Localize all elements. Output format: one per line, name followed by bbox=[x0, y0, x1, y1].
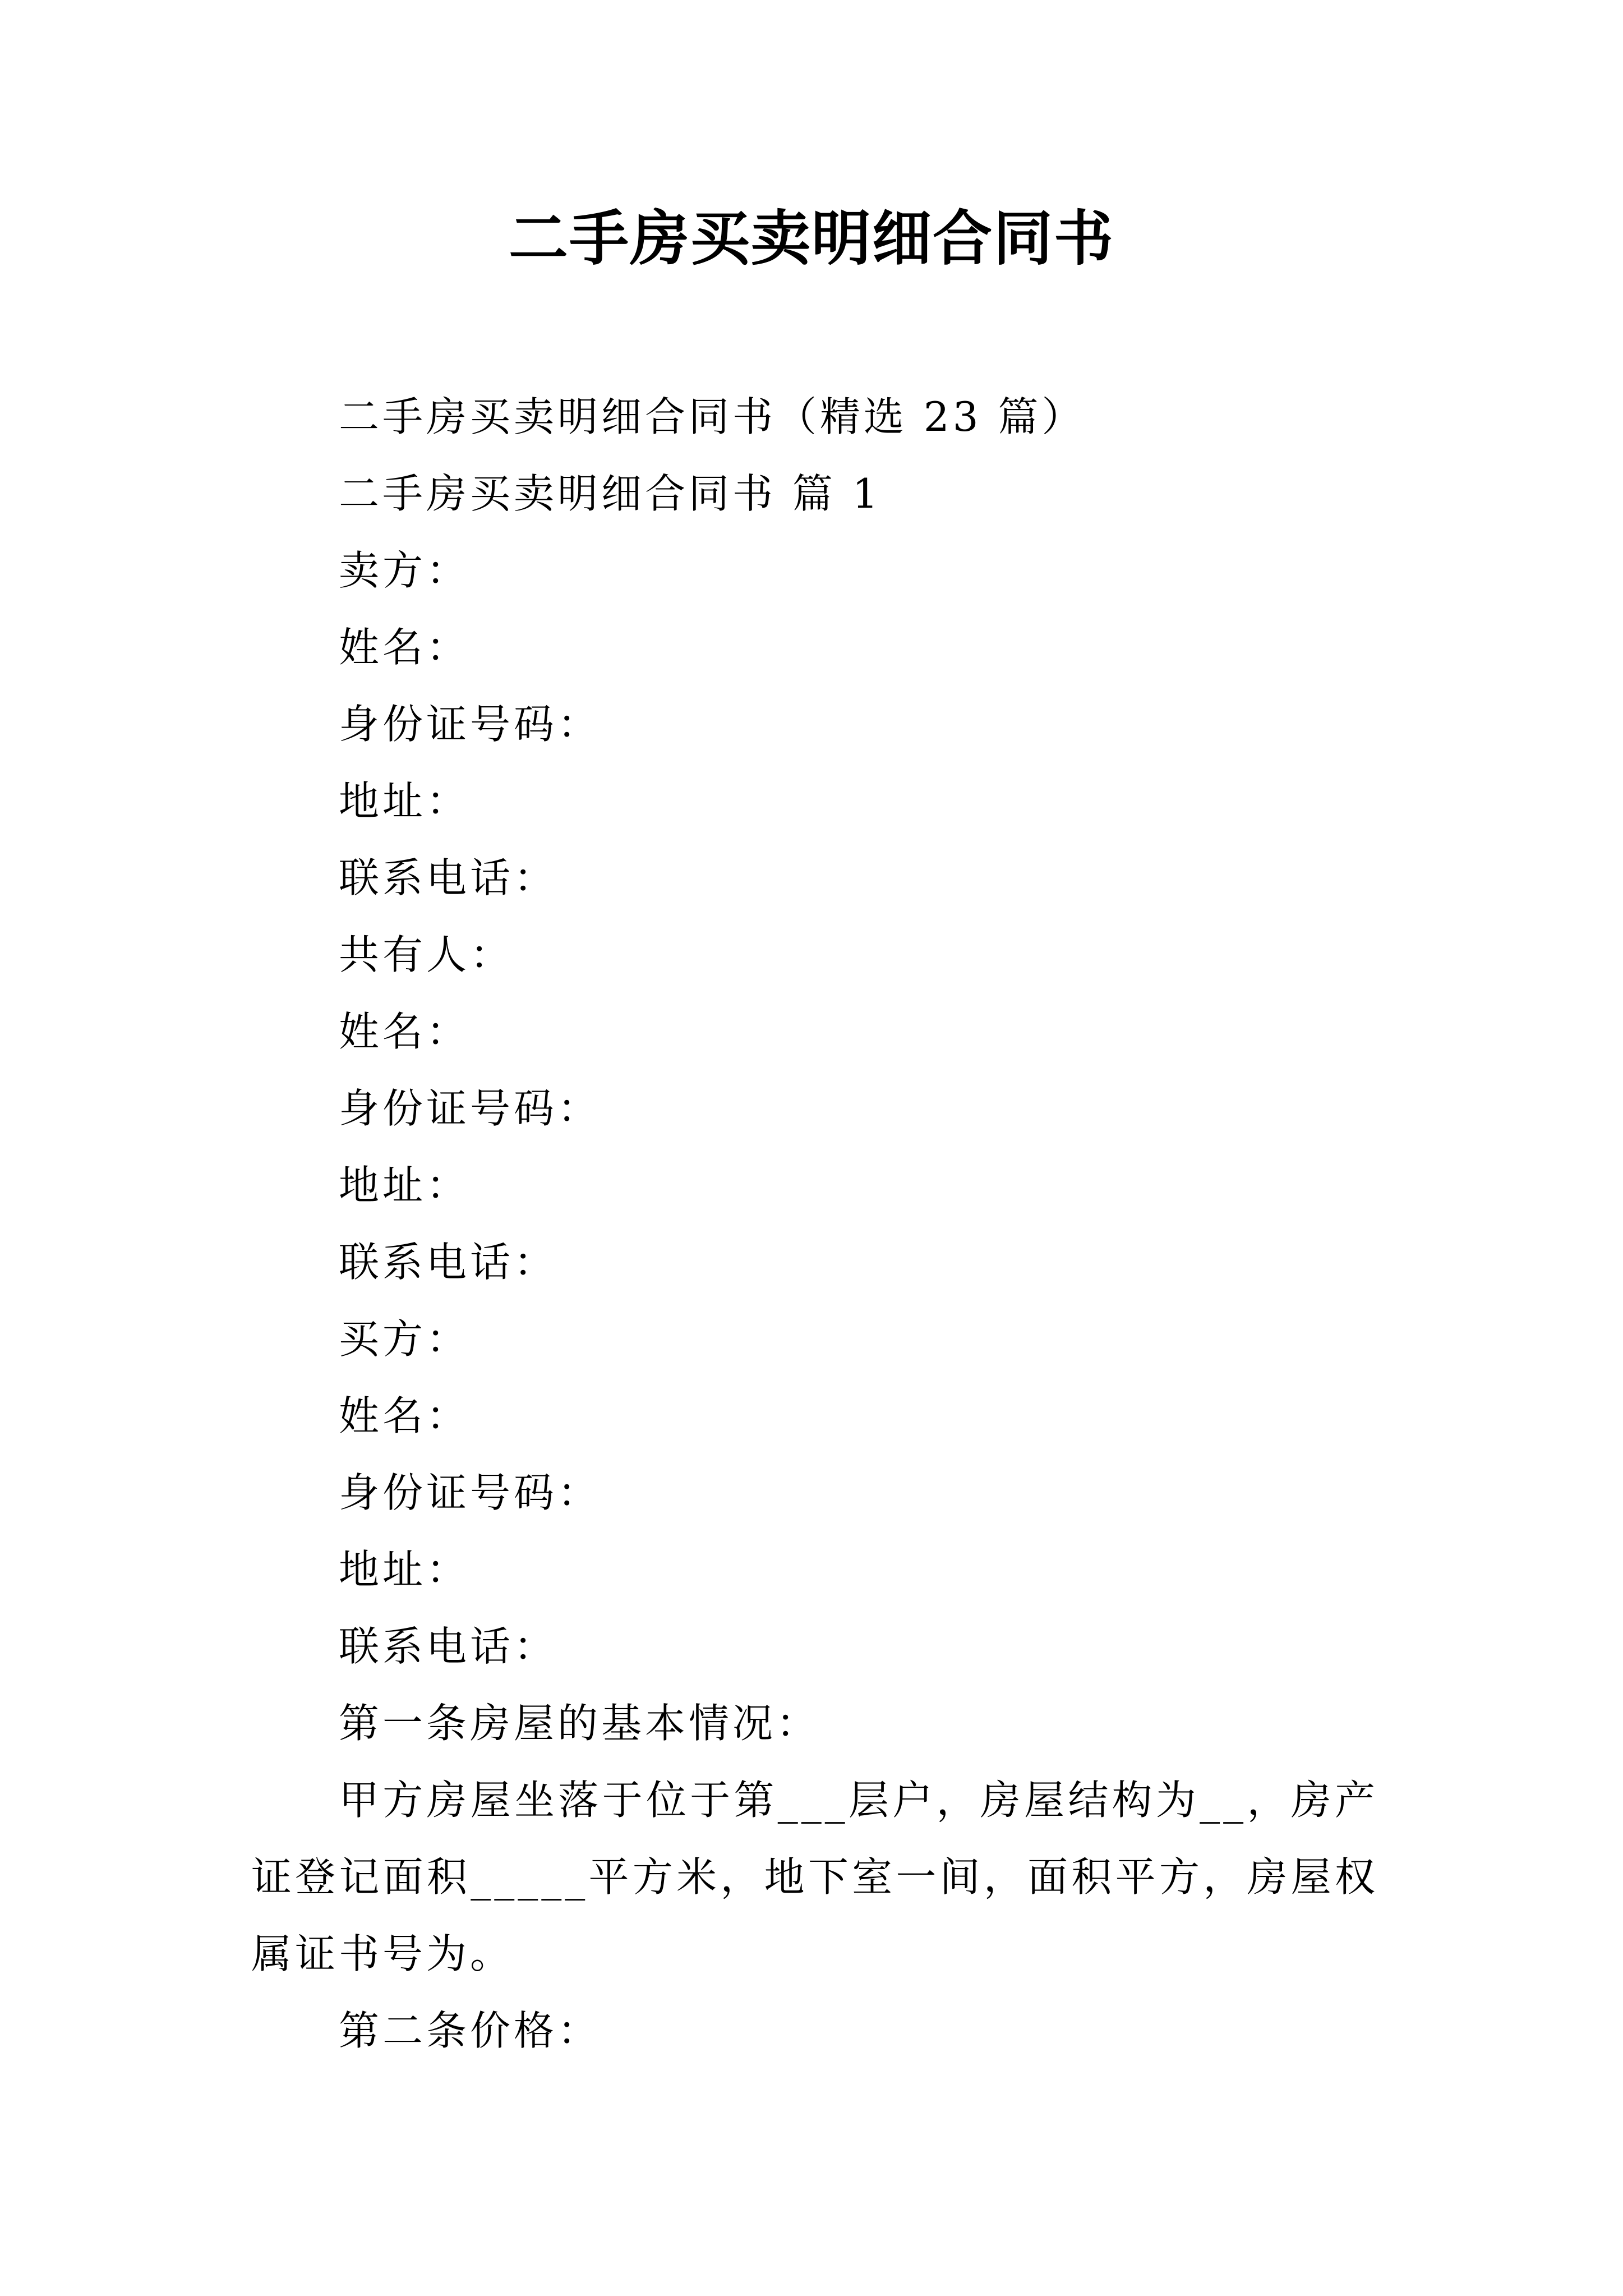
co-owner-label: 共有人： bbox=[339, 931, 514, 978]
buyer-id-field: 身份证号码： bbox=[339, 1469, 602, 1516]
co-owner-address-field: 地址： bbox=[339, 1162, 471, 1209]
seller-name-field: 姓名： bbox=[339, 624, 471, 671]
document-body bbox=[251, 379, 1378, 2069]
article1-heading: 第一条房屋的基本情况： bbox=[339, 1700, 820, 1747]
buyer-address-field: 地址： bbox=[339, 1546, 471, 1593]
buyer-label: 买方： bbox=[339, 1315, 471, 1363]
buyer-name-field: 姓名： bbox=[339, 1392, 471, 1439]
seller-id-field: 身份证号码： bbox=[339, 701, 602, 748]
seller-phone-field: 联系电话： bbox=[339, 854, 558, 901]
co-owner-name-field: 姓名： bbox=[339, 1008, 471, 1055]
co-owner-id-field: 身份证号码： bbox=[339, 1085, 602, 1132]
buyer-phone-field: 联系电话： bbox=[339, 1623, 558, 1670]
document-title: 二手房买卖明细合同书 bbox=[509, 203, 1114, 273]
section-heading: 二手房买卖明细合同书 篇 1 bbox=[339, 470, 882, 517]
seller-address-field: 地址： bbox=[339, 777, 471, 825]
seller-label: 卖方： bbox=[339, 547, 471, 594]
document-subtitle: 二手房买卖明细合同书（精选 23 篇） bbox=[339, 393, 1086, 440]
article1-paragraph: 甲方房屋坐落于位于第___层户，房屋结构为__，房产证登记面积_____平方米，地下室一间，面积平方，房屋权属证书号为。 bbox=[251, 1777, 1378, 1977]
article2-heading: 第二条价格： bbox=[339, 2007, 602, 2054]
co-owner-phone-field: 联系电话： bbox=[339, 1239, 558, 1286]
